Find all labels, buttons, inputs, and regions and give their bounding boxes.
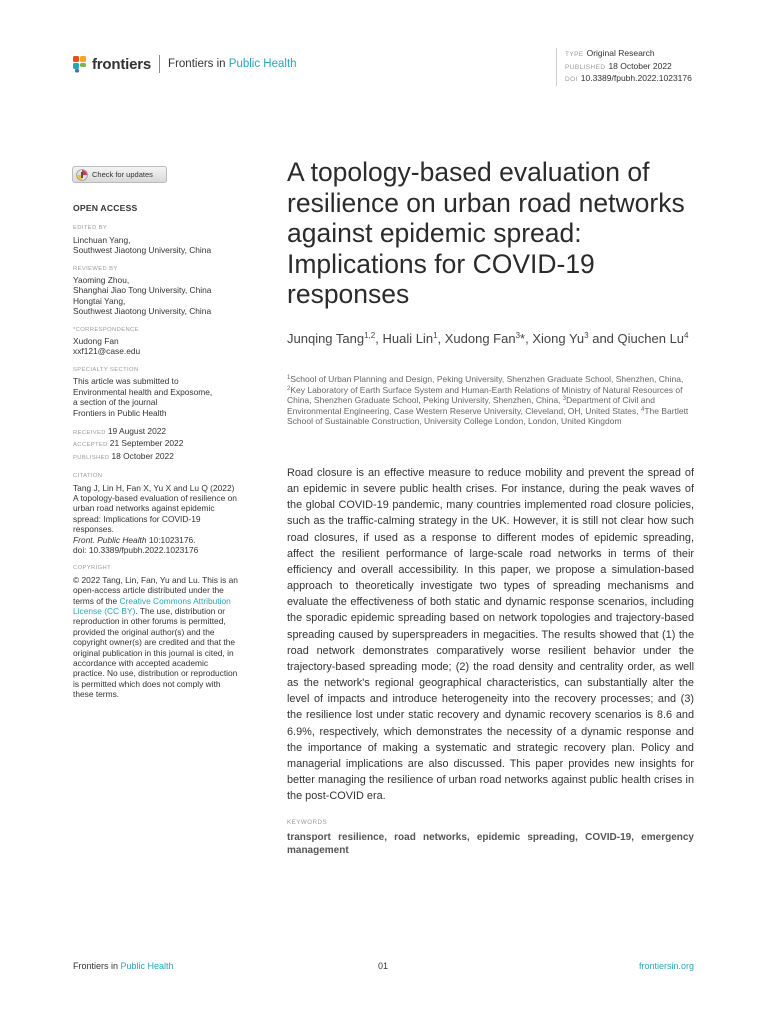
reviewed-by-label: REVIEWED BY: [73, 265, 118, 272]
published-value: 18 October 2022: [111, 450, 174, 461]
received-date: [73, 426, 238, 438]
copyright-section: [73, 563, 238, 699]
specialty-line: Environmental health and Exposome,: [73, 386, 213, 397]
specialty-line: This article was submitted to: [73, 376, 179, 387]
citation-text: [73, 483, 238, 556]
author[interactable]: [445, 331, 525, 346]
affiliation-number: 3: [562, 396, 567, 403]
citation-body: Tang J, Lin H, Fan X, Yu X and Lu Q (2022) A topology-based evaluation of resilience on urban road networks against epidemic spread: Implications for COVID-19 responses.: [73, 482, 237, 535]
correspondence-label: *CORRESPONDENCE: [73, 326, 139, 333]
meta-type-row: [565, 48, 692, 61]
published-key: PUBLISHED: [73, 454, 110, 461]
edited-by-label: EDITED BY: [73, 225, 108, 232]
affiliation-number: 1: [287, 375, 291, 381]
affiliation-text: School of Urban Planning and Design, Peking University, Shenzhen Graduate School, Shenzhen, China,: [290, 374, 684, 384]
affiliations: [287, 374, 697, 427]
cc-by-license-link[interactable]: Creative Commons Attribution License (CC BY): [73, 595, 231, 616]
reviewer-affiliation: Southwest Jiaotong University, China: [73, 306, 212, 317]
author-affiliation-sup: 1,2: [364, 331, 376, 340]
author[interactable]: [618, 331, 689, 346]
received-key: RECEIVED: [73, 429, 106, 436]
reviewed-by-section: [73, 264, 238, 317]
citation-journal: Front. Public Health: [73, 534, 147, 545]
author-separator: and: [588, 331, 618, 346]
editor-name: Linchuan Yang,: [73, 234, 131, 245]
correspondence-email-link[interactable]: xxf121@case.edu: [73, 346, 141, 357]
author[interactable]: [382, 331, 437, 346]
accepted-value: 21 September 2022: [109, 438, 184, 449]
author-affiliation-sup: 3: [584, 331, 589, 340]
author[interactable]: [532, 331, 588, 346]
meta-type-value: Original Research: [586, 48, 655, 58]
author-separator: ,: [375, 331, 383, 346]
keywords: transport resilience, road networks, epidemic spreading, COVID-19, emergency management: [287, 832, 694, 856]
citation-doi: doi: 10.3389/fpubh.2022.1023176: [73, 544, 199, 555]
author-separator: ,: [525, 331, 533, 346]
meta-published-key: PUBLISHED: [565, 63, 606, 71]
author-affiliation-sup: 3: [515, 331, 521, 340]
accepted-date: [73, 438, 238, 450]
corresponding-author-mark: *: [520, 331, 526, 346]
abstract: Road closure is an effective measure to reduce mobility and prevent the spread of an epidemic in severe public health crises. For instance, during the peak waves of the global COVID-19 pandemic, many countries implemented road closure policies, such as the traffic-calming strategy in the UK. However, it is still not clear how such road closures, if used as a response to different modes of epidemic spreading, affect the resilient performance of large-scale road networks in terms of their efficiency and overall accessibility. In this paper, we propose a simulation-based approach to theoretically investigate two types of spreading mechanisms and evaluate the effectiveness of both static and dynamic response scenarios, including the sporadic epidemic spreading based on network topologies and trajectory-based spreading caused by superspreaders in megacities. The results showed that (1) the road network demonstrates comparatively worse resilient behavior under the trajectory-based spreading mode; (2) the road density and centrality order, as well as the network's regional geographical characteristics, can substantially alter the level of impacts and introduce heterogeneity into the recovery processes; and (3) the resilience lost under static recovery and dynamic recovery scenarios is 8.6 and 6.9%, respectively, which demonstrates the necessity of a dynamic response and the importance of making a systematic and strategic recovery plan. Policy and managerial implications are also discussed. This paper provides new insights for better managing the resilience of urban road networks against public health crises in the post-COVID era.: [287, 467, 694, 803]
logo-divider: [159, 55, 160, 73]
editor-affiliation: Southwest Jiaotong University, China: [73, 245, 212, 256]
copyright-text: [73, 575, 238, 700]
meta-type-key: TYPE: [565, 51, 584, 58]
author-name: Huali Lin: [382, 331, 434, 346]
affiliation-text: Department of Civil and Environmental Engineering, Case Western Reserve University, Cleveland, OH, United States,: [287, 395, 655, 416]
reviewer-name: Hongtai Yang,: [73, 295, 126, 306]
specialty-line: a section of the journal: [73, 397, 158, 408]
affiliation-number: 4: [641, 406, 645, 413]
specialty-line: Frontiers in Public Health: [73, 407, 167, 418]
received-value: 19 August 2022: [107, 425, 167, 436]
check-for-updates-label: Check for updates: [92, 170, 153, 179]
footer-journal-name: Public Health: [120, 961, 174, 971]
specialty-section-label: SPECIALTY SECTION: [73, 366, 139, 373]
meta-doi-row: [565, 73, 692, 86]
citation-volume: 10:1023176.: [146, 534, 196, 545]
author-affiliation-sup: 4: [684, 331, 689, 340]
affiliation-text: Key Laboratory of Earth Surface System and Human-Earth Relations of Ministry of Natural Resources of China, Shenzhen Graduate School, Peking University, Shenzhen, China,: [287, 384, 683, 406]
journal-prefix: Frontiers in: [168, 58, 226, 70]
logo-wordmark: frontiers: [92, 55, 152, 73]
author-affiliation-sup: 1: [433, 331, 438, 340]
accepted-key: ACCEPTED: [73, 442, 108, 449]
copyright-text-after: . The use, distribution or reproduction in other forums is permitted, provided the original author(s) and the copyright owner(s) are credited and that the original publication in this journal is cited, in accordance with accepted academic practice. No use, distribution or reproduction is permitted which does not comply with these terms.: [73, 606, 238, 700]
journal-title-accent: Public Health: [228, 58, 297, 70]
meta-published-value: 18 October 2022: [608, 60, 672, 71]
citation-label: CITATION: [73, 473, 103, 480]
citation-section: [73, 471, 238, 555]
footer-journal-prefix: Frontiers in: [73, 961, 121, 971]
frontiers-logo-icon: [72, 55, 88, 73]
edited-by-section: [73, 223, 238, 255]
author-separator: ,: [437, 331, 445, 346]
copyright-label: COPYRIGHT: [73, 565, 112, 572]
article-title: A topology-based evaluation of resilience on urban road networks against epidemic spread: Implications for COVID-19 responses: [287, 157, 685, 309]
footer-site-link[interactable]: frontiersin.org: [638, 961, 694, 971]
open-access-label: OPEN ACCESS: [73, 203, 138, 213]
author-name: Xiong Yu: [532, 331, 585, 346]
author-list: [287, 329, 697, 348]
meta-doi-link[interactable]: 10.3389/fpubh.2022.1023176: [580, 73, 692, 83]
author-name: Qiuchen Lu: [617, 331, 685, 346]
published-date: [73, 451, 238, 463]
keywords-label: KEYWORDS: [287, 819, 328, 826]
meta-published-row: [565, 61, 692, 74]
article-meta: [556, 48, 692, 86]
journal-name[interactable]: [168, 58, 297, 70]
affiliation-number: 2: [287, 385, 291, 392]
author[interactable]: [287, 331, 375, 346]
footer-journal[interactable]: [73, 961, 174, 971]
page-number: 01: [378, 961, 389, 971]
check-for-updates-button[interactable]: [72, 166, 167, 183]
copyright-text-before: © 2022 Tang, Lin, Fan, Yu and Lu. This is an open-access article distributed under the terms of the: [73, 574, 238, 606]
correspondence-section: [73, 325, 238, 357]
frontiers-logo[interactable]: [72, 53, 297, 75]
specialty-section: [73, 365, 238, 418]
author-name: Junqing Tang: [287, 331, 365, 346]
meta-doi-key: DOI: [565, 76, 578, 83]
article-info-sidebar: [73, 203, 238, 708]
correspondence-name: Xudong Fan: [73, 336, 119, 347]
reviewer-name: Yaoming Zhou,: [73, 275, 130, 286]
crossmark-icon: [76, 169, 88, 181]
reviewer-affiliation: Shanghai Jiao Tong University, China: [73, 285, 212, 296]
dates-section: [73, 426, 238, 463]
affiliation-text: The Bartlett School of Sustainable Construction, University College London, London, United Kingdom: [287, 405, 689, 427]
author-name: Xudong Fan: [444, 331, 516, 346]
